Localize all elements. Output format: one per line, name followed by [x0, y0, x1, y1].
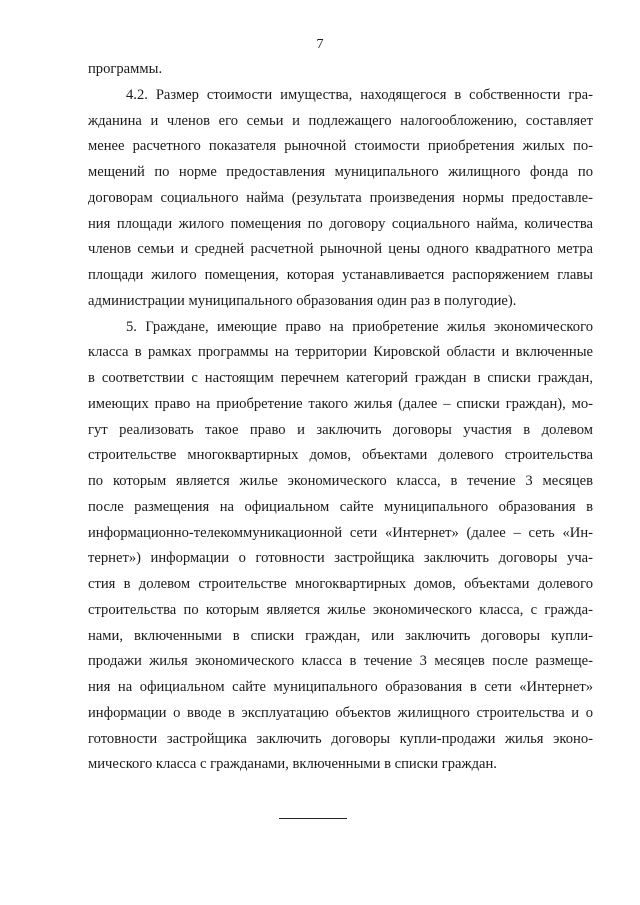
text-line: после размещения на официальном сайте муниципального образования в — [88, 498, 593, 515]
text-line: строительства по которым является жилье экономического класса, с гражда- — [88, 601, 593, 618]
text-line: информации о вводе в эксплуатацию объектов жилищного строительства и о — [88, 704, 593, 721]
text-line: стия в долевом строительстве многоквартирных домов, объектами долевого — [88, 576, 593, 592]
text-line: класса в рамках программы на территории Кировской области и включенные — [88, 344, 593, 361]
text-line: ния на официальном сайте муниципального образования в сети «Интернет» — [88, 679, 593, 695]
text-line: по которым является жилье экономического класса, в течение 3 месяцев — [88, 473, 593, 489]
text-line: договорам социального найма (результата произведения нормы предоставле- — [88, 189, 593, 206]
text-line: жданина и членов его семьи и подлежащего налогообложению, составляет — [88, 112, 593, 129]
text-line: информационно-телекоммуникационной сети «Интернет» (далее – сеть «Ин- — [88, 524, 593, 541]
text-line: ния площади жилого помещения по договору социального найма, количества — [88, 215, 593, 232]
text-line: мического класса с гражданами, включенными в списки граждан. — [88, 756, 497, 773]
text-line: готовности застройщика заключить договоры купли-продажи жилья эконо- — [88, 730, 593, 747]
text-line: площади жилого помещения, которая устанавливается распоряжением главы — [88, 267, 593, 283]
text-line: программы. — [88, 61, 163, 77]
text-line: членов семьи и средней расчетной рыночной цены одного квадратного метра — [88, 241, 593, 258]
page-number: 7 — [316, 37, 324, 52]
text-line: имеющих право на приобретение такого жилья (далее – списки граждан), мо- — [88, 395, 593, 412]
text-line: продажи жилья экономического класса в течение 3 месяцев после размеще- — [88, 653, 593, 670]
text-line: тернет») информации о готовности застройщика заключить договоры уча- — [88, 550, 593, 567]
text-line: 5. Граждане, имеющие право на приобретение жилья экономического — [126, 318, 593, 335]
text-line: менее расчетного показателя рыночной стоимости приобретения жилых по- — [88, 138, 593, 155]
text-line: нами, включенными в списки граждан, или заключить договоры купли- — [88, 627, 593, 644]
text-line: администрации муниципального образования один раз в полугодие). — [88, 292, 517, 309]
text-line: 4.2. Размер стоимости имущества, находящегося в собственности гра- — [126, 86, 593, 103]
document-body — [88, 57, 593, 778]
text-line: строительстве многоквартирных домов, объектами долевого строительства — [88, 447, 593, 464]
end-of-text-rule — [279, 818, 347, 819]
text-line: в соответствии с настоящим перечнем категорий граждан в списки граждан, — [88, 370, 593, 386]
text-line: мещений по норме предоставления муниципального жилищного фонда по — [88, 164, 593, 180]
text-line: гут реализовать такое право и заключить договоры участия в долевом — [88, 421, 593, 438]
